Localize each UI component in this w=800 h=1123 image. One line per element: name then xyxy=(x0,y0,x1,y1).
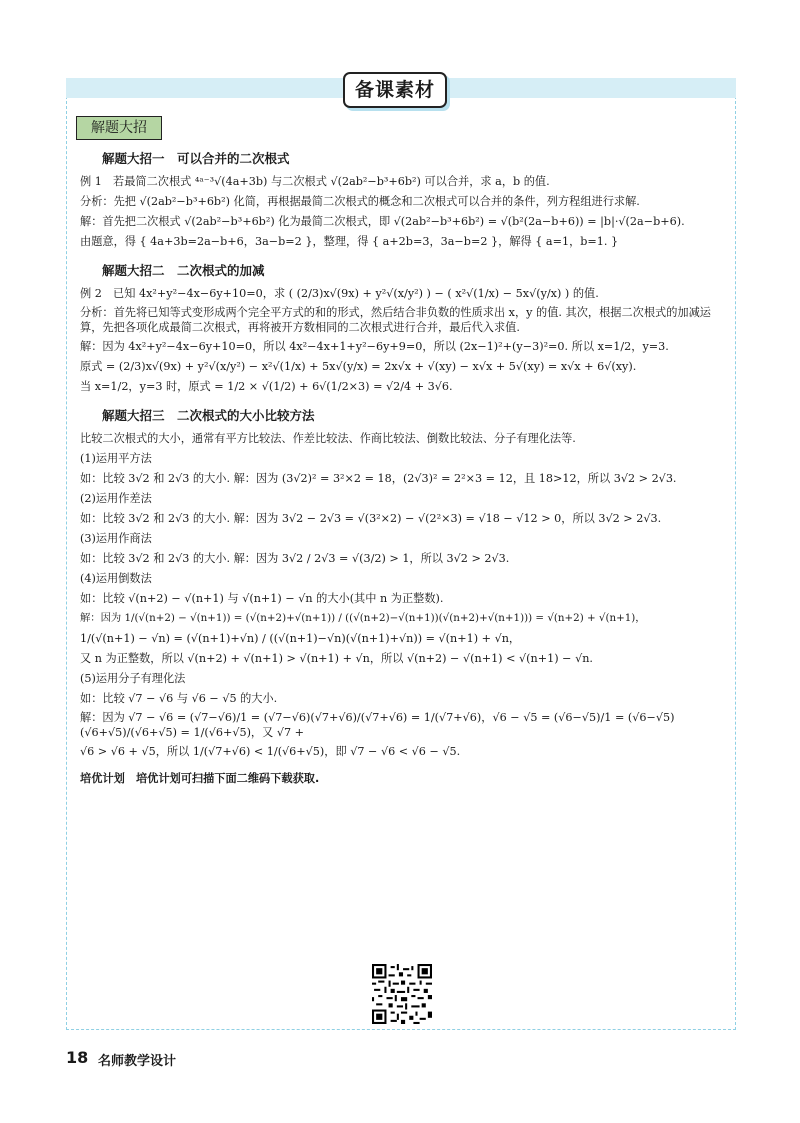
analysis-line: 分析：首先将已知等式变形成两个完全平方式的和的形式，然后结合非负数的性质求出 x，y 的值. 其次，根据二次根式的加减运算，先把各项化成最简二次根式，再将被开方数相同的二次根式进行合并，最后代入求值. xyxy=(80,306,711,334)
method-example: 1/(√(n+1) − √n) = (√(n+1)+√n) / ((√(n+1)−√n)(√(n+1)+√n)) = √(n+1) + √n， xyxy=(80,632,521,645)
method-example: 如：比较 √7 − √6 与 √6 − √5 的大小. xyxy=(80,692,278,705)
method-example: √6 > √6 + √5，所以 1/(√7+√6) < 1/(√6+√5)，即 √7 − √6 < √6 − √5. xyxy=(80,745,461,758)
page-number: 18 xyxy=(66,1048,89,1067)
book-title: 名师教学设计 xyxy=(98,1054,177,1069)
section-tag: 解题大招 xyxy=(76,116,162,140)
method-example: 如：比较 3√2 和 2√3 的大小. 解：因为 3√2 − 2√3 = √(3²×2) − √(2²×3) = √18 − √12 > 0，所以 3√2 > 2√3. xyxy=(80,512,662,525)
page-title: 备课素材 xyxy=(343,72,447,108)
section-heading: 解题大招一 可以合并的二次根式 xyxy=(102,151,290,166)
method-example: 如：比较 √(n+2) − √(n+1) 与 √(n+1) − √n 的大小(其中 n 为正整数). xyxy=(80,592,444,605)
solution-line: 由题意，得 { 4a+3b=2a−b+6，3a−b=2 }，整理，得 { a+2b=3，3a−b=2 }，解得 { a=1，b=1. } xyxy=(80,235,619,248)
solution-line: 解：首先把二次根式 √(2ab²−b³+6b²) 化为最简二次根式，即 √(2ab²−b³+6b²) = √(b²(2a−b+6)) = |b|·√(2a−b+6). xyxy=(80,215,685,228)
section-heading: 解题大招三 二次根式的大小比较方法 xyxy=(102,408,315,423)
content-body xyxy=(80,148,725,790)
method-label: (5)运用分子有理化法 xyxy=(80,672,186,685)
section-heading: 解题大招二 二次根式的加减 xyxy=(102,263,265,278)
method-example: 如：比较 3√2 和 2√3 的大小. 解：因为 3√2 / 2√3 = √(3/2) > 1，所以 3√2 > 2√3. xyxy=(80,552,510,565)
solution-line: 解：因为 4x²+y²−4x−6y+10=0，所以 4x²−4x+1+y²−6y+9=0，所以 (2x−1)²+(y−3)²=0. 所以 x=1/2，y=3. xyxy=(80,340,669,353)
method-label: (1)运用平方法 xyxy=(80,452,152,465)
footer-note: 培优计划 培优计划可扫描下面二维码下载获取. xyxy=(80,772,320,785)
method-label: (2)运用作差法 xyxy=(80,492,152,505)
method-example: 解：因为 √7 − √6 = (√7−√6)/1 = (√7−√6)(√7+√6)/(√7+√6) = 1/(√7+√6)，√6 − √5 = (√6−√5)/1 = (√6−√5)(√6+√5)/(√6+√5) = 1/(√6+√5)，又 √7 + xyxy=(80,711,675,739)
example-line: 例 2 已知 4x²+y²−4x−6y+10=0，求 ( (2/3)x√(9x) + y²√(x/y²) ) − ( x²√(1/x) − 5x√(y/x) ) 的值. xyxy=(80,287,599,300)
method-example: 又 n 为正整数，所以 √(n+2) + √(n+1) > √(n+1) + √n，所以 √(n+2) − √(n+1) < √(n+1) − √n. xyxy=(80,652,593,665)
example-line: 例 1 若最简二次根式 ⁴ᵃ⁻³√(4a+3b) 与二次根式 √(2ab²−b³+6b²) 可以合并，求 a，b 的值. xyxy=(80,175,550,188)
method-label: (4)运用倒数法 xyxy=(80,572,152,585)
method-label: (3)运用作商法 xyxy=(80,532,152,545)
method-example: 如：比较 3√2 和 2√3 的大小. 解：因为 (3√2)² = 3²×2 = 18，(2√3)² = 2²×3 = 12，且 18>12，所以 3√2 > 2√3. xyxy=(80,472,677,485)
solution-line: 当 x=1/2，y=3 时，原式 = 1/2 × √(1/2) + 6√(1/2×3) = √2/4 + 3√6. xyxy=(80,380,453,393)
analysis-line: 分析：先把 √(2ab²−b³+6b²) 化简，再根据最简二次根式的概念和二次根式可以合并的条件，列方程组进行求解. xyxy=(80,195,640,208)
qr-code-icon[interactable] xyxy=(372,964,432,1024)
solution-line: 原式 = (2/3)x√(9x) + y²√(x/y²) − x²√(1/x) + 5x√(y/x) = 2x√x + √(xy) − x√x + 5√(xy) = x√x + 6√(xy). xyxy=(80,360,637,373)
method-example: 解：因为 1/(√(n+2) − √(n+1)) = (√(n+2)+√(n+1)) / ((√(n+2)−√(n+1))(√(n+2)+√(n+1))) = √(n+2) + √(n+1)， xyxy=(80,612,646,624)
text-line: 比较二次根式的大小，通常有平方比较法、作差比较法、作商比较法、倒数比较法、分子有理化法等. xyxy=(80,432,576,445)
